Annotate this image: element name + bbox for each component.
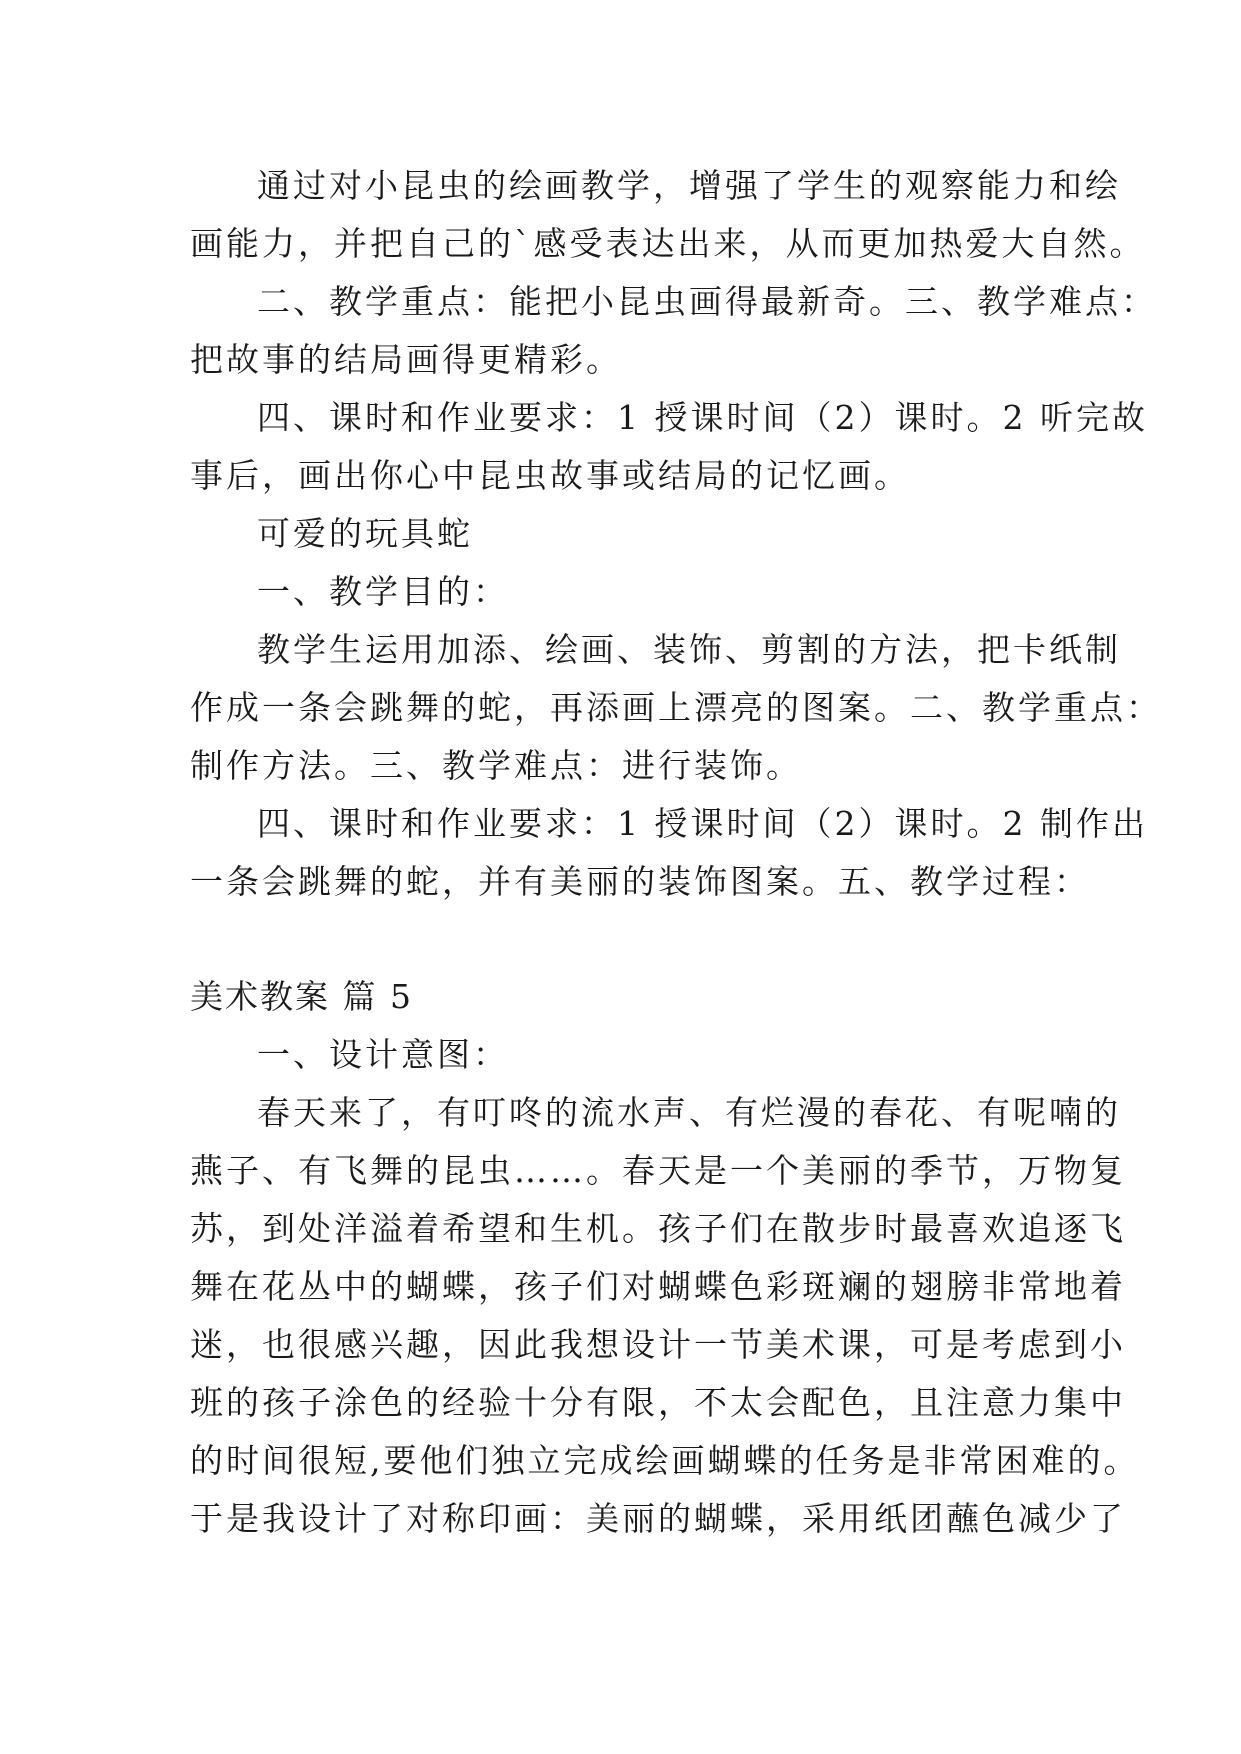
paragraph-line: 燕子、有飞舞的昆虫……。春天是一个美丽的季节，万物复 bbox=[190, 1151, 1126, 1190]
paragraph-line: 迷，也很感兴趣，因此我想设计一节美术课，可是考虑到小 bbox=[190, 1325, 1126, 1364]
paragraph-line: 通过对小昆虫的绘画教学，增强了学生的观察能力和绘 bbox=[257, 166, 1121, 205]
paragraph-line: 苏，到处洋溢着希望和生机。孩子们在散步时最喜欢追逐飞 bbox=[190, 1209, 1126, 1248]
paragraph-line: 把故事的结局画得更精彩。 bbox=[190, 340, 622, 379]
paragraph-line: 班的孩子涂色的经验十分有限，不太会配色，且注意力集中 bbox=[190, 1383, 1126, 1422]
paragraph-line: 一条会跳舞的蛇，并有美丽的装饰图案。五、教学过程： bbox=[190, 862, 1090, 901]
paragraph-line: 四、课时和作业要求：1 授课时间（2）课时。2 听完故 bbox=[257, 398, 1148, 437]
section-heading: 一、教学目的： bbox=[257, 572, 509, 611]
document-heading: 美术教案 篇 5 bbox=[190, 977, 413, 1016]
paragraph-line: 教学生运用加添、绘画、装饰、剪割的方法，把卡纸制 bbox=[257, 630, 1121, 669]
paragraph-line: 舞在花丛中的蝴蝶，孩子们对蝴蝶色彩斑斓的翅膀非常地着 bbox=[190, 1267, 1126, 1306]
paragraph-line: 春天来了，有叮咚的流水声、有烂漫的春花、有呢喃的 bbox=[257, 1093, 1121, 1132]
paragraph-line: 的时间很短,要他们独立完成绘画蝴蝶的任务是非常困难的。 bbox=[190, 1441, 1140, 1480]
paragraph-line: 二、教学重点：能把小昆虫画得最新奇。三、教学难点： bbox=[257, 282, 1157, 321]
section-title: 可爱的玩具蛇 bbox=[257, 514, 473, 553]
paragraph-line: 于是我设计了对称印画：美丽的蝴蝶，采用纸团蘸色减少了 bbox=[190, 1499, 1126, 1538]
paragraph-line: 画能力，并把自己的`感受表达出来，从而更加热爱大自然。 bbox=[190, 224, 1146, 263]
paragraph-line: 制作方法。三、教学难点：进行装饰。 bbox=[190, 746, 802, 785]
paragraph-line: 事后，画出你心中昆虫故事或结局的记忆画。 bbox=[190, 456, 910, 495]
paragraph-line: 四、课时和作业要求：1 授课时间（2）课时。2 制作出 bbox=[257, 804, 1148, 843]
section-heading: 一、设计意图： bbox=[257, 1035, 509, 1074]
paragraph-line: 作成一条会跳舞的蛇，再添画上漂亮的图案。二、教学重点： bbox=[190, 688, 1162, 727]
